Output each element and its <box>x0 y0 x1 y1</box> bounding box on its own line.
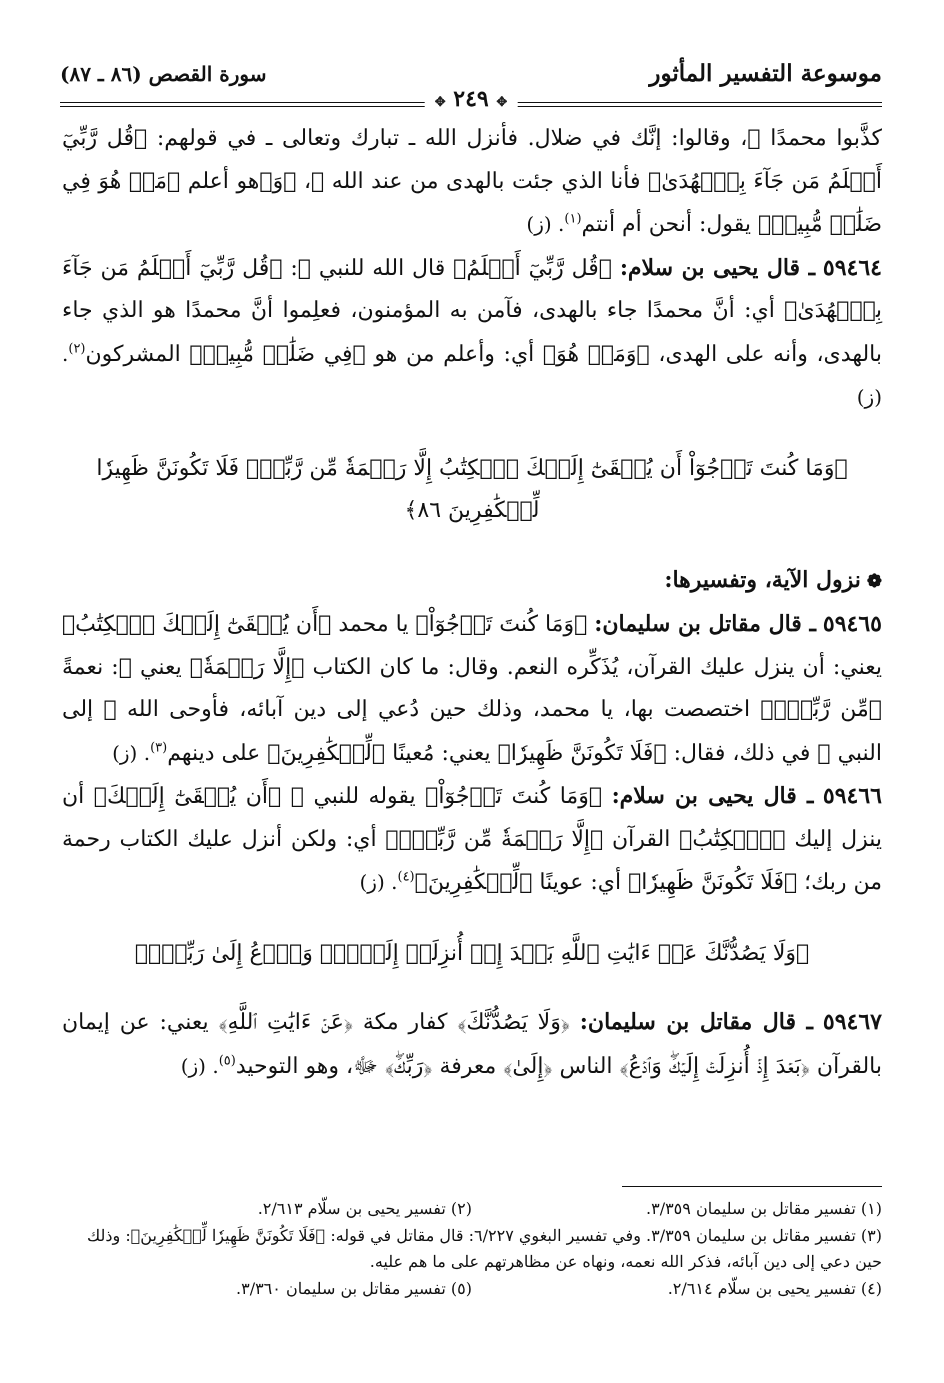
intro-line-1: كذَّبوا محمدًا ﷺ، وقالوا: إنَّك في ضلال. فأنزل الله ـ تبارك وتعالى ـ في قولهم: <box>156 126 882 151</box>
narration-tail: . (ز) <box>180 1053 219 1078</box>
footnote-5: (٥) تفسير مقاتل بن سليمان ٣/٣٦٠. <box>236 1278 472 1298</box>
section-heading-text: نزول الآية، وتفسيرها: <box>664 566 861 593</box>
footnote-1: (١) تفسير مقاتل بن سليمان ٣/٣٥٩. <box>646 1199 882 1218</box>
page-header <box>60 58 882 112</box>
footnote-ref-2: (٢) <box>68 341 86 357</box>
narration-59466 <box>62 775 882 905</box>
narrator: ـ قال مقاتل بن سليمان: <box>594 611 816 637</box>
footnotes <box>62 1196 882 1302</box>
narrator: ـ قال مقاتل بن سليمان: <box>579 1009 813 1035</box>
footnote-4: (٤) تفسير يحيى بن سلّام ٢/٦١٤. <box>667 1278 882 1298</box>
narration-tail: . (ز) <box>62 341 882 409</box>
page-number <box>425 86 518 112</box>
narration-text: ﴿وَمَا كُنتَ تَرۡجُوٓاْ﴾ يقوله للنبي ﷺ ﴿أَن يُلۡقَىٰٓ إِلَيۡكَ﴾ أن ينزل إليك ﴿ٱلۡكِتَٰبُ﴾ القرآن ﴿إِلَّا رَحۡمَةٗ مِّن رَّبِّكَۖ﴾ أي: ولكن أنزل عليك الكتاب رحمة من ربك؛ ﴿فَلَا تَكُونَنَّ ظَهِيرٗا﴾ أي: عوينًا ﴿لِّلۡكَٰفِرِينَ﴾ <box>62 784 882 895</box>
narrator: ـ قال يحيى بن سلام: <box>619 254 816 281</box>
verse-87: ﴿وَلَا يَصُدُّنَّكَ عَنۡ ءَايَٰتِ ٱللَّهِ بَعۡدَ إِذۡ أُنزِلَتۡ إِلَيۡكَۖ وَٱدۡعُ إِلَىٰ رَبِّكَۖ﴾ <box>134 940 810 966</box>
footnote-row <box>62 1276 882 1303</box>
footnote-ref-5: (٥) <box>218 1053 236 1069</box>
footnote-2: (٢) تفسير يحيى بن سلّام ٢/٦١٣. <box>257 1199 472 1218</box>
narration-number: ٥٩٤٦٥ <box>822 611 882 637</box>
narration-text: ﴿وَمَا كُنتَ تَرۡجُوٓاْ﴾ يا محمد ﴿أَن يُلۡقَىٰٓ إِلَيۡكَ ٱلۡكِتَٰبُ﴾ يعني: أن ينزل عليك القرآن، يُذَكِّره النعم. وقال: ما كان الكتاب ﴿إِلَّا رَحۡمَةٗ﴾ يعني ﷻ: نعمةً ﴿مِّن رَّبِّكَۖ﴾ اختصصت بها، يا محمد، وذلك حين دُعي إلى دين آبائه، فأوحى الله ﷻ إلى النبي ﷺ في ذلك، فقال: ﴿فَلَا تَكُونَنَّ ظَهِيرٗا﴾ يعني: مُعينًا ﴿لِّلۡكَٰفِرِينَ﴾ على دينهم <box>61 612 882 766</box>
verse-86: ﴿وَمَا كُنتَ تَرۡجُوٓاْ أَن يُلۡقَىٰٓ إِلَيۡكَ ٱلۡكِتَٰبُ إِلَّا رَحۡمَةٗ مِّن رَّبِّكَۖ فَلَا تَكُونَنَّ ظَهِيرٗا لِّلۡكَٰفِرِينَ ٨٦﴾ <box>96 455 848 523</box>
book-title: موسوعة التفسير المأثور <box>649 60 882 87</box>
ornament-icon: ✥ <box>434 95 446 110</box>
narration-59467 <box>62 1001 882 1088</box>
narration-text: ﴿قُل رَّبِّيٓ أَعۡلَمُ﴾ قال الله للنبي ﷺ: ﴿قُل رَّبِّيٓ أَعۡلَمُ مَن جَآءَ بِٱلۡهُدَىٰ﴾ أي: أنَّ محمدًا جاء بالهدى، فآمن به المؤمنون، فعلِموا أنَّ محمدًا هو الذي جاء بالهدى، وأنه على الهدى، ﴿وَمَنۡ هُوَ﴾ أي: وأعلم من هو ﴿فِي ضَلَٰلٖ مُّبِينٖ﴾ المشركون <box>62 255 883 367</box>
page-body <box>62 118 882 1088</box>
footnote-3: (٣) تفسير مقاتل بن سليمان ٣/٣٥٩. وفي تفسير البغوي ٦/٢٢٧: قال مقاتل في قوله: ﴿فَلَا تَكُونَنَّ ظَهِيرٗا لِّلۡكَٰفِرِينَ﴾: وذلك حين دعي إلى دين آبائه، فذكر الله نعمه، ونهاه عن مظاهرتهم على ما هم عليه. <box>87 1225 882 1271</box>
footnote-rule <box>622 1186 882 1187</box>
intro-line-3a: أعلم ﴿مَنۡ هُوَ فِي ضَلَٰلٖ مُّبِينٖ﴾ يقول: أنحن أم أنتم <box>62 168 882 237</box>
page-number-text: ٢٤٩ <box>453 86 489 112</box>
narration-number: ٥٩٤٦٤ <box>822 254 882 281</box>
intro-line-2: ﴿قُل رَّبِّيٓ أَعۡلَمُ مَن جَآءَ بِٱلۡهُدَىٰ﴾ فأنا الذي جئت بالهدى من عند الله ﷻ، ﴿وَ﴾هو <box>62 126 882 194</box>
footnote-ref-1: (١) <box>564 211 582 227</box>
intro-paragraph <box>62 118 882 247</box>
narrator: ـ قال يحيى بن سلام: <box>611 783 814 809</box>
narration-59465 <box>62 603 882 775</box>
ornament-icon: ✥ <box>496 95 508 110</box>
narration-tail: . (ز) <box>359 870 398 894</box>
footnote-ref-3: (٣) <box>150 740 168 756</box>
flower-icon: ❁ <box>866 570 882 592</box>
section-heading <box>62 559 882 604</box>
narration-number: ٥٩٤٦٦ <box>822 783 882 809</box>
footnote-row <box>62 1196 882 1223</box>
intro-tail: . (ز) <box>526 212 565 236</box>
narration-tail: . (ز) <box>112 740 151 765</box>
surah-title: سورة القصص (٨٦ ـ ٨٧) <box>60 62 267 86</box>
narration-number: ٥٩٤٦٧ <box>822 1009 882 1035</box>
narration-59464 <box>62 247 882 420</box>
footnote-ref-4: (٤) <box>397 869 415 885</box>
narration-text: ﴿وَلَا يَصُدُّنَّكَ﴾ كفار مكة ﴿عَنۡ ءَايَٰتِ ٱللَّهِ﴾ يعني: عن إيمان بالقرآن ﴿بَعۡدَ إِذۡ أُنزِلَتۡ إِلَيۡكَۖ وَٱدۡعُ﴾ الناس ﴿إِلَىٰ﴾ معرفة ﴿رَبِّكَۖ﴾ ﷻ، وهو التوحيد <box>62 1010 882 1079</box>
